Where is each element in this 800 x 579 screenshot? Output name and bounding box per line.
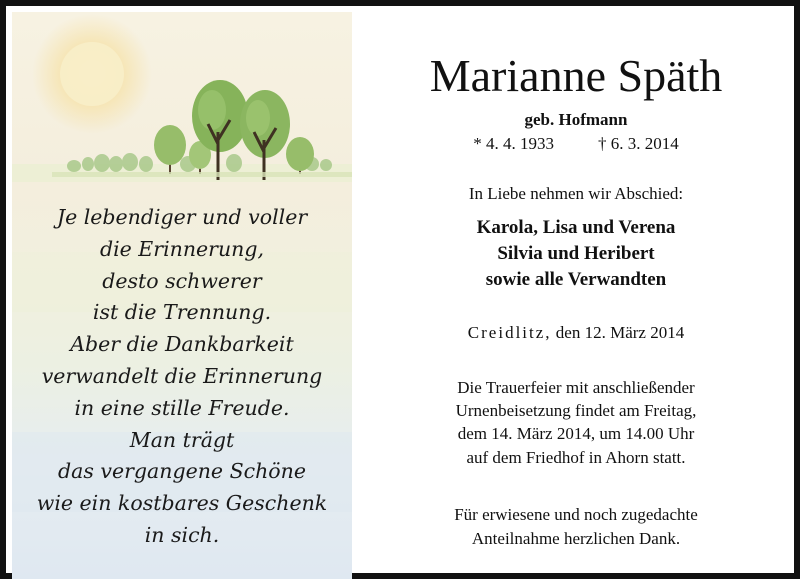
funeral-info-line: dem 14. März 2014, um 14.00 Uhr: [457, 424, 695, 443]
death-date: † 6. 3. 2014: [598, 134, 679, 153]
poem-line: ist die Trennung.: [92, 300, 272, 325]
farewell-line: In Liebe nehmen wir Abschied:: [468, 184, 684, 203]
poem-line: die Erinnerung,: [99, 236, 265, 261]
place-name: Creidlitz,: [467, 323, 552, 342]
illustration-panel: [12, 12, 352, 579]
poem-line: Je lebendiger und voller: [56, 205, 308, 229]
place-and-date: [352, 323, 800, 343]
poem-line: verwandelt die Erinnerung: [41, 363, 323, 388]
funeral-info-line: auf dem Friedhof in Ahorn statt.: [466, 448, 686, 467]
poem-line: Aber die Dankbarkeit: [70, 332, 294, 357]
poem-line: Man trägt: [129, 427, 235, 452]
maiden-name: geb. Hofmann: [524, 110, 628, 129]
deceased-name: Marianne Späth: [429, 50, 723, 101]
poem-line: das vergangene Schöne: [58, 459, 306, 484]
notice-text-panel: [352, 12, 800, 579]
poem-line: in eine stille Freude.: [74, 395, 290, 420]
mourner-line: sowie alle Verwandten: [485, 269, 667, 290]
poem: [12, 202, 352, 552]
birth-date: * 4. 4. 1933: [473, 134, 554, 153]
mourner-line: Karola, Lisa und Verena: [476, 217, 676, 238]
poem-line: in sich.: [144, 522, 220, 547]
thanks-line: Für erwiesene und noch zugedachte: [454, 505, 698, 524]
thanks-line: Anteilnahme herzlichen Dank.: [471, 529, 681, 548]
funeral-info-line: Urnenbeisetzung findet am Freitag,: [455, 401, 697, 420]
poem-line: wie ein kostbares Geschenk: [36, 491, 328, 516]
life-dates: [352, 134, 800, 154]
poem-line: desto schwerer: [102, 268, 262, 293]
notice-date: den 12. März 2014: [555, 323, 685, 342]
mourner-line: Silvia und Heribert: [497, 243, 655, 264]
funeral-info-line: Die Trauerfeier mit anschließender: [457, 378, 695, 397]
